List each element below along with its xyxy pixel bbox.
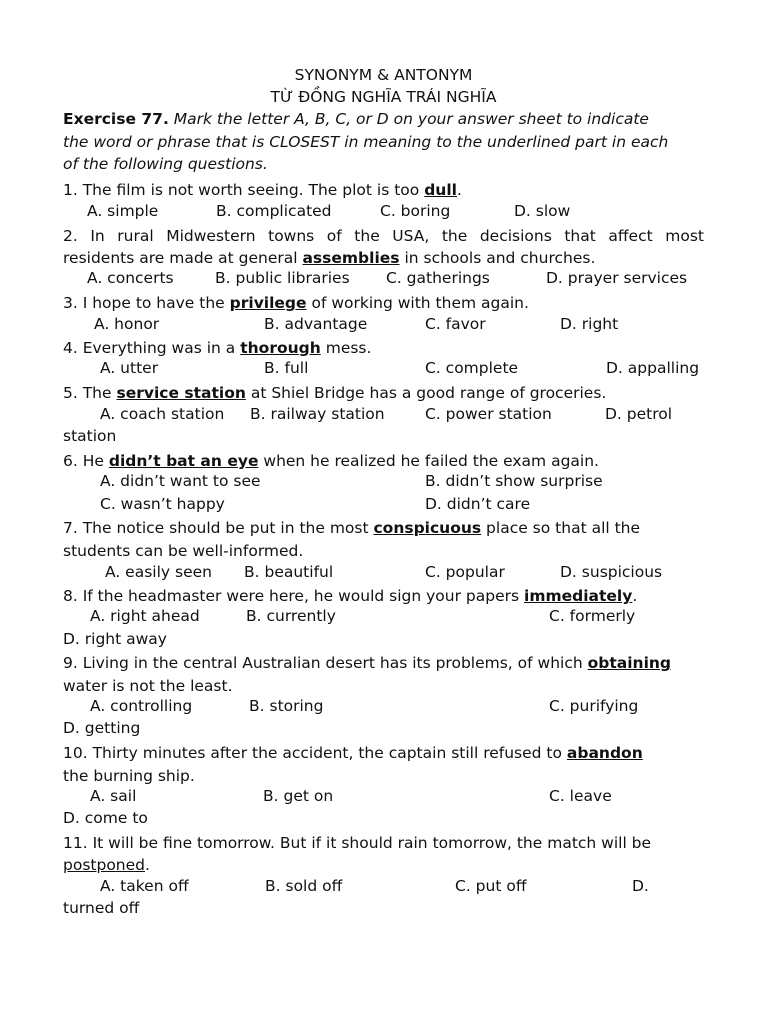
q10-option-b: B. get on (263, 787, 334, 805)
q7-option-c: C. popular (425, 563, 505, 581)
question-4 (63, 337, 704, 359)
q9-option-c: C. purifying (549, 697, 639, 715)
q6-option-d: D. didn’t care (425, 495, 531, 513)
q7-option-b: B. beautiful (244, 563, 334, 581)
exercise-instruction-text: Mark the letter A, B, C, or D on your answer sheet to indicate (168, 110, 649, 128)
question-text-end: mess. (320, 339, 372, 357)
page-title: SYNONYM & ANTONYM (294, 66, 473, 84)
q3-option-c: C. favor (425, 315, 486, 333)
question-6 (63, 450, 704, 472)
q8-option-a: A. right ahead (90, 607, 200, 625)
q2-option-b: B. public libraries (215, 269, 350, 287)
underlined-word: thorough (240, 339, 321, 357)
q9-option-d: D. getting (63, 719, 141, 737)
question-7-line-1 (63, 517, 704, 539)
question-text-end: of working with them again. (306, 294, 529, 312)
question-text: 9. Living in the central Australian desert has its problems, of which (63, 654, 588, 672)
q6-option-b: B. didn’t show surprise (425, 472, 603, 490)
q3-option-a: A. honor (94, 315, 160, 333)
question-text-end: . (632, 587, 638, 605)
exercise-instruction-line-1 (63, 108, 704, 130)
q9-option-b: B. storing (249, 697, 324, 715)
q11-option-a: A. taken off (100, 877, 189, 895)
q9-option-a: A. controlling (90, 697, 193, 715)
q1-option-c: C. boring (380, 202, 451, 220)
question-text: 6. He (63, 452, 109, 470)
question-text: 5. The (63, 384, 117, 402)
question-7-line-2: students can be well-informed. (63, 542, 304, 560)
q5-option-d: D. petrol (605, 405, 673, 423)
question-9-line-2: water is not the least. (63, 677, 233, 695)
q2-option-d: D. prayer services (546, 269, 688, 287)
question-text-end: at Shiel Bridge has a good range of groceries. (245, 384, 607, 402)
question-text-end: in schools and churches. (399, 249, 596, 267)
question-11-line-1: 11. It will be fine tomorrow. But if it should rain tomorrow, the match will be (63, 834, 652, 852)
question-8 (63, 585, 704, 607)
q7-option-d: D. suspicious (560, 563, 663, 581)
question-2-line-2 (63, 247, 704, 269)
q11-option-d: D. (632, 877, 649, 895)
q1-option-b: B. complicated (216, 202, 332, 220)
page-subtitle: TỪ ĐỒNG NGHĨA TRÁI NGHĨA (270, 88, 497, 106)
question-text: 3. I hope to have the (63, 294, 230, 312)
question-text-end: when he realized he failed the exam again. (258, 452, 599, 470)
q4-option-a: A. utter (100, 359, 159, 377)
q8-option-b: B. currently (246, 607, 336, 625)
q6-option-c: C. wasn’t happy (100, 495, 225, 513)
exercise-label: Exercise 77. (63, 110, 169, 128)
q6-option-a: A. didn’t want to see (100, 472, 261, 490)
q11-option-b: B. sold off (265, 877, 343, 895)
q1-option-a: A. simple (87, 202, 159, 220)
underlined-word: service station (116, 384, 246, 402)
question-1 (63, 179, 704, 201)
q10-option-a: A. sail (90, 787, 137, 805)
q4-option-c: C. complete (425, 359, 519, 377)
question-9-line-1 (63, 652, 704, 674)
underlined-word: dull (424, 181, 457, 199)
question-10-line-2: the burning ship. (63, 767, 195, 785)
q5-option-d-continued: station (63, 427, 117, 445)
q3-option-d: D. right (560, 315, 619, 333)
underlined-word: didn’t bat an eye (108, 452, 259, 470)
question-text: residents are made at general (63, 249, 303, 267)
q4-option-d: D. appalling (606, 359, 700, 377)
question-text: 8. If the headmaster were here, he would sign your papers (63, 587, 524, 605)
question-text-end: . (456, 181, 462, 199)
question-text-end: place so that all the (481, 519, 641, 537)
q8-option-c: C. formerly (549, 607, 636, 625)
question-2-line-1: 2. In rural Midwestern towns of the USA, the decisions that affect most (63, 227, 704, 245)
underlined-word: abandon (566, 744, 643, 762)
q8-option-d: D. right away (63, 630, 167, 648)
exercise-instruction-line-2: the word or phrase that is CLOSEST in meaning to the underlined part in each (63, 133, 669, 151)
q5-option-a: A. coach station (100, 405, 225, 423)
q7-option-a: A. easily seen (105, 563, 212, 581)
question-5 (63, 382, 704, 404)
q5-option-b: B. railway station (250, 405, 385, 423)
underlined-word: assemblies (302, 249, 400, 267)
underlined-word: immediately (524, 587, 633, 605)
question-text: 10. Thirty minutes after the accident, the captain still refused to (63, 744, 567, 762)
underlined-word: postponed (63, 856, 145, 874)
question-text: 4. Everything was in a (63, 339, 241, 357)
question-11-line-2 (63, 854, 704, 876)
q1-option-d: D. slow (514, 202, 571, 220)
underlined-word: privilege (229, 294, 307, 312)
q3-option-b: B. advantage (264, 315, 368, 333)
q2-option-c: C. gatherings (386, 269, 490, 287)
q2-option-a: A. concerts (87, 269, 174, 287)
q11-option-c: C. put off (455, 877, 527, 895)
exercise-instruction-line-3: of the following questions. (63, 155, 268, 173)
q4-option-b: B. full (264, 359, 309, 377)
q10-option-d: D. come to (63, 809, 148, 827)
question-10-line-1 (63, 742, 704, 764)
question-text: 1. The film is not worth seeing. The plot is too (63, 181, 425, 199)
underlined-word: obtaining (587, 654, 672, 672)
q11-option-d-continued: turned off (63, 899, 140, 917)
q5-option-c: C. power station (425, 405, 552, 423)
question-3 (63, 292, 704, 314)
question-text-end: . (145, 856, 150, 874)
underlined-word: conspicuous (373, 519, 482, 537)
question-text: 7. The notice should be put in the most (63, 519, 374, 537)
q10-option-c: C. leave (549, 787, 612, 805)
